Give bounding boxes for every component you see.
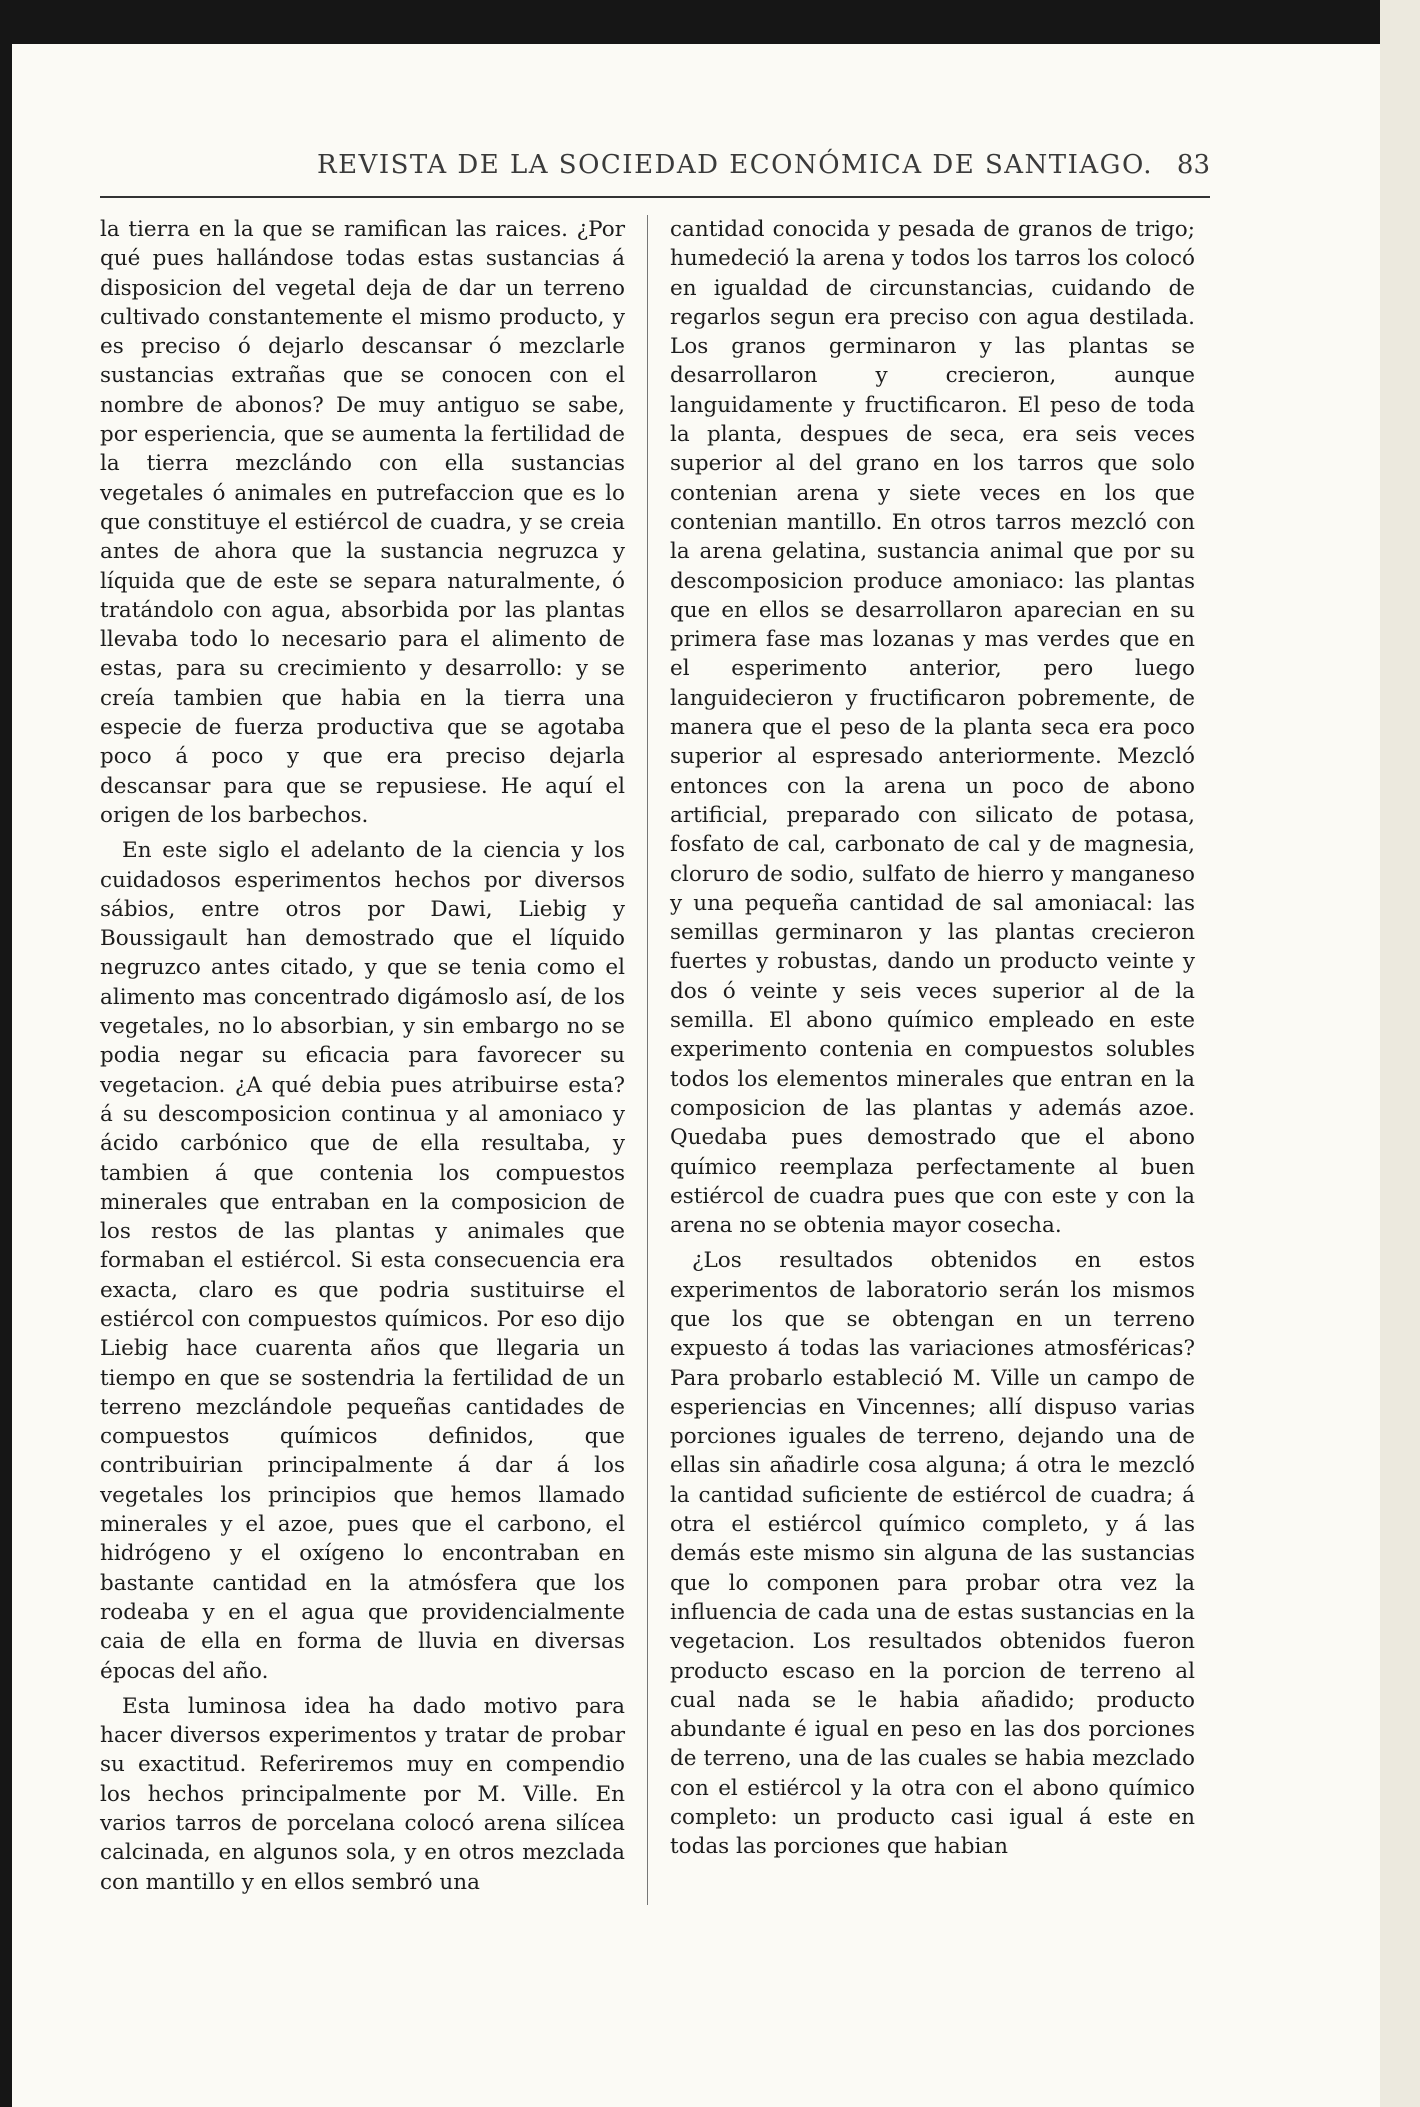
paragraph: En este siglo el adelanto de la ciencia y los cuidadosos esperimentos hechos por diversos sábios, entre otros por Dawi, Liebig y Boussigault han demostrado que el líquido negruzco antes citado, y que se tenia como el alimento mas concentrado digámoslo así, de los vegetales, no lo absorbian, y sin embargo no se podia negar su eficacia para favorecer su vegetacion. ¿A qué debia pues atribuirse esta? á su descomposicion continua y al amoniaco y ácido carbónico que de ella resultaba, y tambien á que contenia los compuestos minerales que entraban en la composicion de los restos de las plantas y animales que formaban el estiércol. Si esta consecuencia era exacta, claro es que podria sustituirse el estiércol con compuestos químicos. Por eso dijo Liebig hace cuarenta años que llegaria un tiempo en que se sostendria la fertilidad de un terreno mezclándole pequeñas cantidades de compuestos químicos definidos, que contribuirian principalmente á dar á los vegetales los principios que hemos llamado minerales y el azoe, pues que el carbono, el hidrógeno y el oxígeno lo encontraban en bastante cantidad en la atmósfera que los rodeaba y en el agua que providencialmente caia de ella en forma de lluvia en diversas épocas del año. (100, 838, 625, 1684)
paragraph: la tierra en la que se ramifican las raices. ¿Por qué pues hallándose todas estas sustancias á disposicion del vegetal deja de dar un terreno cultivado constantemente el mismo producto, y es preciso ó dejarlo descansar ó mezclarle sustancias extrañas que se conocen con el nombre de abonos? De muy antiguo se sabe, por esperiencia, que se aumenta la fertilidad de la tierra mezclándo con ella sustancias vegetales ó animales en putrefaccion que es lo que constituye el estiércol de cuadra, y se creia antes de ahora que la sustancia negruzca y líquida que de este se separa naturalmente, ó tratándolo con agua, absorbida por las plantas llevaba todo lo necesario para el alimento de estas, para su crecimiento y desarrollo: y se creía tambien que habia en la tierra una especie de fuerza productiva que se agotaba poco á poco y que era preciso dejarla descansar para que se repusiese. He aquí el origen de los barbechos. (100, 217, 625, 828)
column-divider (647, 215, 648, 1905)
paragraph: cantidad conocida y pesada de granos de trigo; humedeció la arena y todos los tarros los colocó en igualdad de circunstancias, cuidando de regarlos segun era preciso con agua destilada. Los granos germinaron y las plantas se desarrollaron y crecieron, aunque languidamente y fructificaron. El peso de toda la planta, despues de seca, era seis veces superior al del grano en los tarros que solo contenian arena y siete veces en los que contenian mantillo. En otros tarros mezcló con la arena gelatina, sustancia animal que por su descomposicion produce amoniaco: las plantas que en ellos se desarrollaron aparecian en su primera fase mas lozanas y mas verdes que en el esperimento anterior, pero luego languidecieron y fructificaron pobremente, de manera que el peso de la planta seca era poco superior al espresado anteriormente. Mezcló entonces con la arena un poco de abono artificial, preparado con silicato de potasa, fosfato de cal, carbonato de cal y de magnesia, cloruro de sodio, sulfato de hierro y manganeso y una pequeña cantidad de sal amoniacal: las semillas germinaron y las plantas crecieron fuertes y robustas, dando un producto veinte y dos ó veinte y seis veces superior al de la semilla. El abono químico empleado en este experimento contenia en compuestos solubles todos los elementos minerales que entran en la composicion de las plantas y además azoe. Quedaba pues demostrado que el abono químico reemplaza perfectamente al buen estiércol de cuadra pues que con este y con la arena no se obtenia mayor cosecha. (670, 217, 1195, 1239)
left-column (100, 215, 625, 1897)
page-header (100, 150, 1210, 198)
paragraph: Esta luminosa idea ha dado motivo para hacer diversos experimentos y tratar de probar su exactitud. Referiremos muy en compendio los hechos principalmente por M. Ville. En varios tarros de porcelana colocó arena silícea calcinada, en algunos sola, y en otros mezclada con mantillo y en ellos sembró una (100, 1693, 625, 1895)
page-number: 83 (1176, 150, 1210, 180)
scan-border-top (0, 0, 1420, 44)
paragraph: ¿Los resultados obtenidos en estos experimentos de laboratorio serán los mismos que los que se obtengan en un terreno expuesto á todas las variaciones atmosféricas? Para probarlo estableció M. Ville un campo de esperiencias en Vincennes; allí dispuso varias porciones iguales de terreno, dejando una de ellas sin añadirle cosa alguna; á otra le mezcló la cantidad suficiente de estiércol de cuadra; á otra el estiércol químico completo, y á las demás este mismo sin alguna de las sustancias que lo componen para probar otra vez la influencia de cada una de estas sustancias en la vegetacion. Los resultados obtenidos fueron producto escaso en la porcion de terreno al cual nada se le habia añadido; producto abundante é igual en peso en las dos porciones de terreno, una de las cuales se habia mezclado con el estiércol y la otra con el abono químico completo: un producto casi igual á este en todas las porciones que habian (670, 1248, 1195, 1860)
right-column (670, 215, 1195, 1862)
scan-border-left (0, 0, 12, 2107)
scan-border-right (1380, 0, 1420, 2107)
running-head: REVISTA DE LA SOCIEDAD ECONÓMICA DE SANTIAGO. (317, 150, 1153, 180)
